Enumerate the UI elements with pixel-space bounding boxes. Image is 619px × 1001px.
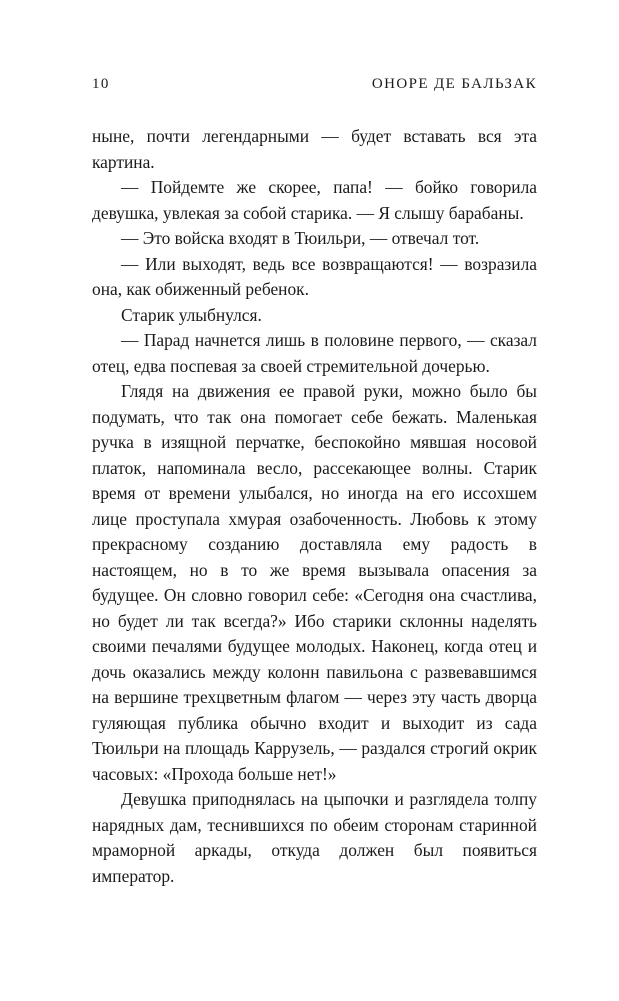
body-text bbox=[92, 124, 537, 889]
paragraph: — Парад начнется лишь в половине первого, — сказал отец, едва поспевая за своей стремительной дочерью. bbox=[92, 330, 537, 376]
paragraph: Девушка приподнялась на цыпочки и разглядела толпу нарядных дам, теснившихся по обеим сторонам старинной мраморной аркады, откуда должен был появиться император. bbox=[92, 789, 537, 886]
paragraph: Старик улыбнулся. bbox=[121, 304, 262, 325]
paragraph: Глядя на движения ее правой руки, можно было бы подумать, что так она помогает себе бежать. Маленькая ручка в изящной перчатке, беспокойно мявшая носовой платок, напоминала весло, рассекающее волны. Старик время от времени улыбался, но иногда на его иссохшем лице проступала хмурая озабоченность. Любовь к этому прекрасному созданию доставляла ему радость в настоящем, но в то же время вызывала опасения за будущее. Он словно говорил себе: «Сегодня она счастлива, но будет ли так всегда?» Ибо старики склонны наделять своими печалями будущее молодых. Наконец, когда отец и дочь оказались между колонн павильона с развевавшимся на вершине трехцветным флагом — через эту часть дворца гуляющая публика обычно входит и выходит из сада Тюильри на площадь Каррузель, — раздался строгий окрик часовых: «Прохода больше нет!» bbox=[92, 381, 537, 784]
paragraph: — Это войска входят в Тюильри, — отвечал тот. bbox=[121, 228, 480, 248]
running-head: ОНОРЕ ДЕ БАЛЬЗАК bbox=[371, 76, 537, 92]
paragraph: — Или выходят, ведь все возвращаются! — возразила она, как обиженный ребенок. bbox=[92, 253, 537, 299]
page-header bbox=[92, 76, 537, 102]
paragraph: — Пойдемте же скорее, папа! — бойко говорила девушка, увлекая за собой старика. — Я слышу барабаны. bbox=[92, 177, 537, 223]
paragraph: ныне, почти легендарными — будет вставать вся эта картина. bbox=[92, 126, 537, 172]
page-number: 10 bbox=[92, 76, 110, 92]
